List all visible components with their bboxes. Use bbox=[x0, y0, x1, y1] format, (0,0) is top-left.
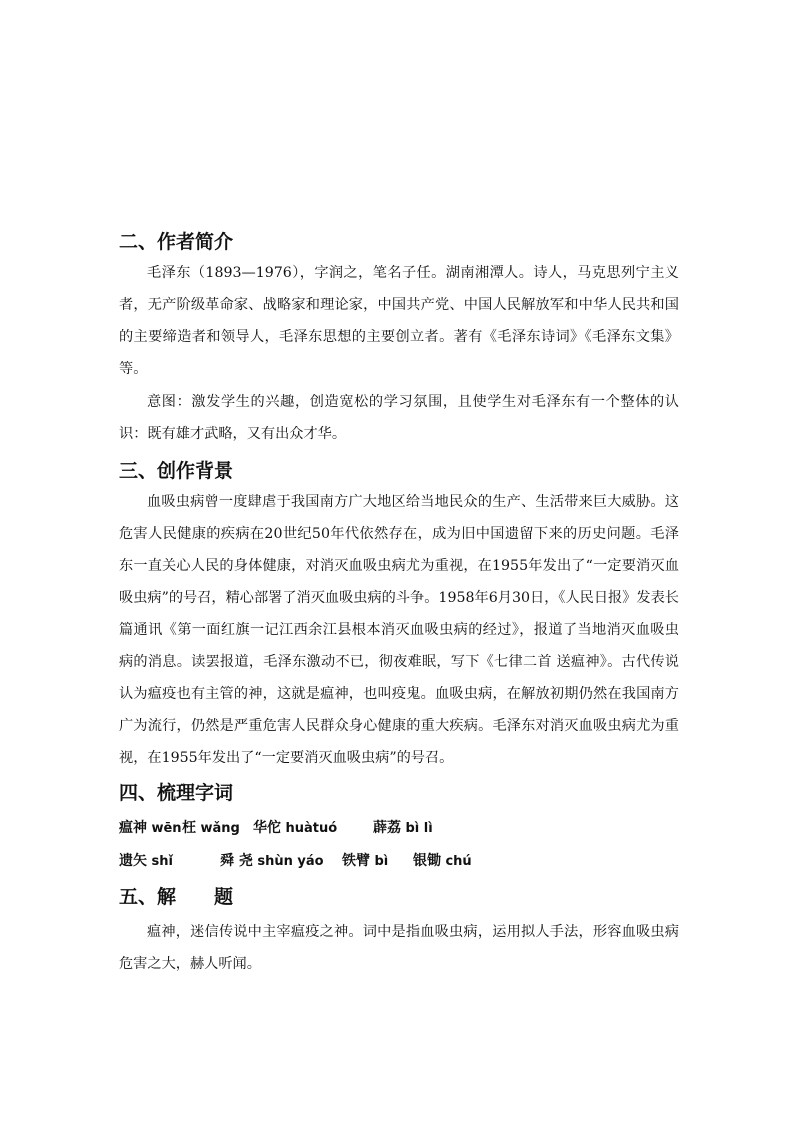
background-paragraph: 血吸虫病曾一度肆虐于我国南方广大地区给当地民众的生产、生活带来巨大威胁。这危害人民健康的疾病在20世纪50年代依然存在，成为旧中国遗留下来的历史问题。毛泽东一直关心人民的身体健康，对消灭血吸虫病尤为重视，在1955年发出了“一定要消灭血吸虫病”的号召，精心部署了消灭血吸虫病的斗争。1958年6月30日，《人民日报》发表长篇通讯《第一面红旗一记江西余江县根本消灭血吸虫病的经过》，报道了当地消灭血吸虫病的消息。读罢报道，毛泽东激动不已，彻夜难眠，写下《七律二首 送瘟神》。古代传说认为瘟疫也有主管的神，这就是瘟神，也叫疫鬼。血吸虫病，在解放初期仍然在我国南方广为流行，仍然是严重危害人民群众身心健康的重大疾病。毛泽东对消灭血吸虫病尤为重视，在1955年发出了“一定要消灭血吸虫病”的号召。 bbox=[119, 494, 679, 766]
vocab-item: 银锄 chú bbox=[413, 853, 472, 869]
vocab-item: 舜 尧 shùn yáo bbox=[220, 853, 324, 869]
author-paragraph: 毛泽东（1893—1976），字润之，笔名子任。湖南湘潭人。诗人，马克思列宁主义者，无产阶级革命家、战略家和理论家，中国共产党、中国人民解放军和中华人民共和国的主要缔造者和领导人，毛泽东思想的主要创立者。著有《毛泽东诗词》《毛泽东文集》等。 bbox=[119, 265, 679, 377]
vocab-line-2 bbox=[119, 849, 679, 873]
section-heading-explain: 五、解 题 bbox=[119, 886, 234, 908]
section-heading-background: 三、创作背景 bbox=[119, 460, 234, 482]
intent-paragraph: 意图：激发学生的兴趣，创造宽松的学习氛围，且使学生对毛泽东有一个整体的认识：既有雄才武略，又有出众才华。 bbox=[119, 394, 679, 442]
vocab-item: 铁臂 bì bbox=[342, 853, 389, 869]
vocab-item: 枉 wǎng bbox=[182, 820, 240, 836]
vocab-line-1 bbox=[119, 816, 679, 840]
vocab-item: 瘟神 wēn bbox=[119, 820, 182, 836]
section-heading-author: 二、作者简介 bbox=[119, 231, 234, 253]
vocab-item: 薜荔 bì lì bbox=[373, 820, 433, 836]
explain-paragraph: 瘟神，迷信传说中主宰瘟疫之神。词中是指血吸虫病，运用拟人手法，形容血吸虫病危害之大，赫人听闻。 bbox=[119, 924, 679, 972]
vocab-item: 遗矢 shǐ bbox=[119, 853, 173, 869]
vocab-item: 华佗 huàtuó bbox=[253, 820, 338, 836]
section-heading-vocab: 四、梳理字词 bbox=[119, 782, 234, 804]
